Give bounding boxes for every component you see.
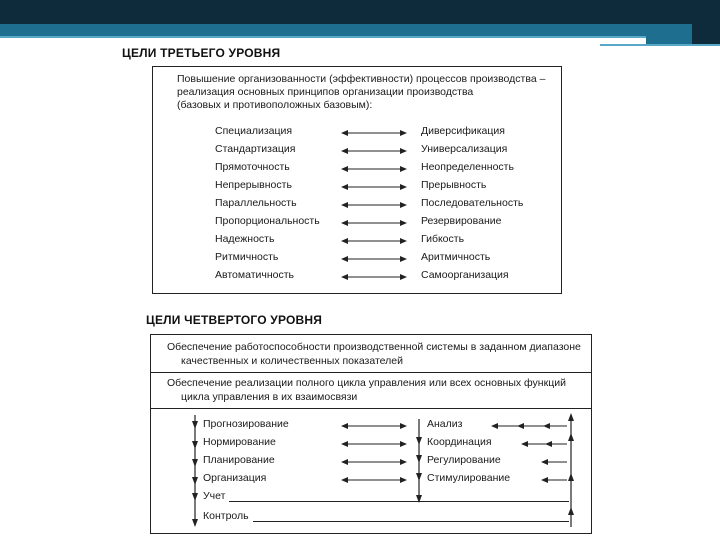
pair-left-term: Пропорциональность (215, 215, 320, 227)
double-arrow-icon (341, 476, 407, 484)
header-band-teal (0, 24, 720, 36)
level4-goal1-line-1: Обеспечение работоспособности производственной системы в заданном диапазоне (167, 341, 581, 353)
pair-left-term: Надежность (215, 233, 275, 245)
double-arrow-icon (341, 237, 407, 245)
pair-left-term: Прогнозирование (203, 418, 289, 430)
level3-box (152, 66, 562, 294)
kontrol-label: Контроль (203, 510, 249, 522)
down-flow-arrow-icon (191, 415, 199, 527)
level3-heading: ЦЕЛИ ТРЕТЬЕГО УРОВНЯ (122, 46, 281, 60)
left-arrows-icon (521, 440, 567, 448)
double-arrow-icon (341, 422, 407, 430)
pair-right-term: Аритмичность (421, 251, 491, 263)
level3-intro-line-3: (базовых и противоположных базовым): (177, 99, 373, 111)
header-band-line (0, 36, 720, 38)
pair-left-term: Организация (203, 472, 267, 484)
pair-left-term: Автоматичность (215, 269, 295, 281)
pair-left-term: Параллельность (215, 197, 297, 209)
double-arrow-icon (341, 458, 407, 466)
double-arrow-icon (341, 255, 407, 263)
pair-left-term: Специализация (215, 125, 293, 137)
double-arrow-icon (341, 147, 407, 155)
header-corner-step (646, 24, 692, 44)
header-corner-tab (692, 0, 720, 44)
pair-left-term: Непрерывность (215, 179, 292, 191)
uchet-line (229, 501, 569, 502)
left-arrows-icon (491, 422, 567, 430)
pair-right-term: Неопределенность (421, 161, 514, 173)
pair-right-term: Последовательность (421, 197, 524, 209)
double-arrow-icon (341, 183, 407, 191)
up-feedback-arrow-icon (567, 413, 575, 527)
pair-left-term: Прямоточность (215, 161, 290, 173)
double-arrow-icon (341, 165, 407, 173)
pair-right-term: Координация (427, 436, 492, 448)
level4-divider-1 (151, 372, 591, 373)
double-arrow-icon (341, 273, 407, 281)
double-arrow-icon (341, 219, 407, 227)
pair-right-term: Диверсификация (421, 125, 505, 137)
pair-right-term: Анализ (427, 418, 463, 430)
level3-intro-line-1: Повышение организованности (эффективности) процессов производства – (177, 73, 546, 85)
pair-right-term: Гибкость (421, 233, 465, 245)
level4-box (150, 334, 592, 534)
level4-divider-2 (151, 408, 591, 409)
pair-left-term: Стандартизация (215, 143, 296, 155)
level4-goal1-line-2: качественных и количественных показателей (181, 355, 403, 367)
pair-right-term: Универсализация (421, 143, 508, 155)
header-band-dark (0, 0, 720, 24)
pair-left-term: Ритмичность (215, 251, 279, 263)
pair-left-term: Планирование (203, 454, 275, 466)
double-arrow-icon (341, 129, 407, 137)
down-flow-arrow-mid-icon (415, 419, 423, 503)
pair-right-term: Регулирование (427, 454, 501, 466)
level4-heading: ЦЕЛИ ЧЕТВЕРТОГО УРОВНЯ (146, 313, 323, 327)
pair-left-term: Нормирование (203, 436, 276, 448)
pair-right-term: Самоорганизация (421, 269, 509, 281)
left-arrows-icon (541, 476, 567, 484)
pair-right-term: Резервирование (421, 215, 502, 227)
level4-goal2-line-1: Обеспечение реализации полного цикла управления или всех основных функций (167, 377, 566, 389)
pair-right-term: Прерывность (421, 179, 487, 191)
double-arrow-icon (341, 440, 407, 448)
kontrol-line (253, 521, 569, 522)
header-corner-line (600, 44, 720, 46)
level4-goal2-line-2: цикла управления в их взаимосвязи (181, 391, 358, 403)
level3-intro-line-2: реализация основных принципов организации производства (177, 86, 474, 98)
left-arrows-icon (541, 458, 567, 466)
uchet-label: Учет (203, 490, 226, 502)
double-arrow-icon (341, 201, 407, 209)
pair-right-term: Стимулирование (427, 472, 511, 484)
